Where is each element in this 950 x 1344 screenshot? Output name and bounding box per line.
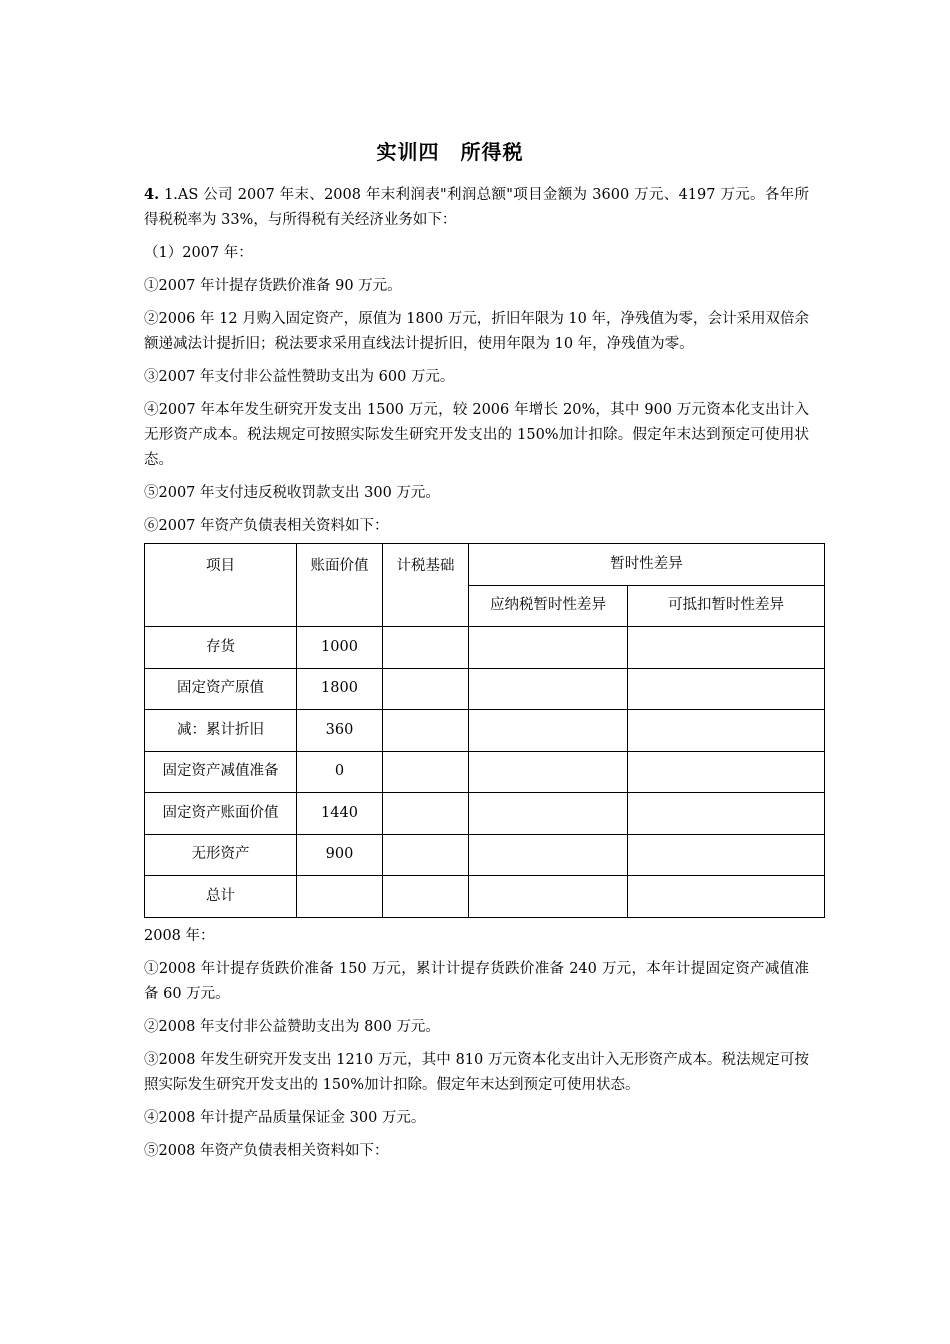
list-item: ⑤2007 年支付违反税收罚款支出 300 万元。 — [144, 485, 440, 501]
cell-taxable-diff — [469, 710, 628, 752]
header-item: 项目 — [145, 544, 297, 627]
intro-text: 1.AS 公司 2007 年末、2008 年末利润表"利润总额"项目金额为 3600 万元、4197 万元。各年所得税税率为 33%，与所得税有关经济业务如下： — [144, 187, 809, 228]
cell-tax-base — [383, 876, 469, 918]
cell-taxable-diff — [469, 834, 628, 876]
cell-deductible-diff — [628, 834, 825, 876]
list-item: ①2007 年计提存货跌价准备 90 万元。 — [144, 278, 402, 294]
table-row — [145, 668, 825, 710]
cell-item: 固定资产减值准备 — [145, 751, 297, 793]
cell-book-value: 1000 — [297, 627, 383, 669]
cell-tax-base — [383, 668, 469, 710]
cell-deductible-diff — [628, 668, 825, 710]
list-item: ③2008 年发生研究开发支出 1210 万元，其中 810 万元资本化支出计入无形资产成本。税法规定可按照实际发生研究开发支出的 150%加计扣除。假定年末达到预定可使用状态。 — [144, 1051, 809, 1093]
header-tax-base: 计税基础 — [383, 544, 469, 627]
cell-deductible-diff — [628, 627, 825, 669]
cell-taxable-diff — [469, 751, 628, 793]
question-number: 4. — [144, 186, 160, 203]
list-item: ⑥2007 年资产负债表相关资料如下： — [144, 518, 389, 534]
header-deductible-diff: 可抵扣暂时性差异 — [628, 585, 825, 627]
cell-item: 无形资产 — [145, 834, 297, 876]
cell-book-value: 0 — [297, 751, 383, 793]
balance-sheet-table — [144, 543, 825, 918]
table-row — [145, 751, 825, 793]
cell-tax-base — [383, 627, 469, 669]
document-body — [144, 182, 809, 1172]
page-title: 实训四 所得税 — [376, 140, 524, 164]
cell-book-value: 1440 — [297, 793, 383, 835]
header-taxable-diff: 应纳税暂时性差异 — [469, 585, 628, 627]
cell-item: 固定资产原值 — [145, 668, 297, 710]
cell-item: 总计 — [145, 876, 297, 918]
list-item: ②2008 年支付非公益赞助支出为 800 万元。 — [144, 1018, 440, 1035]
table-row — [145, 834, 825, 876]
header-book-value: 账面价值 — [297, 544, 383, 627]
list-item: ⑤2008 年资产负债表相关资料如下： — [144, 1142, 389, 1159]
cell-tax-base — [383, 751, 469, 793]
cell-item: 减：累计折旧 — [145, 710, 297, 752]
intro-paragraph — [144, 182, 809, 233]
cell-tax-base — [383, 793, 469, 835]
cell-book-value — [297, 876, 383, 918]
cell-tax-base — [383, 710, 469, 752]
cell-deductible-diff — [628, 876, 825, 918]
cell-deductible-diff — [628, 710, 825, 752]
header-temp-diff: 暂时性差异 — [469, 544, 825, 586]
cell-taxable-diff — [469, 627, 628, 669]
table-header-row — [145, 544, 825, 586]
cell-book-value: 360 — [297, 710, 383, 752]
list-item: ②2006 年 12 月购入固定资产，原值为 1800 万元，折旧年限为 10 年，净残值为零，会计采用双倍余额递减法计提折旧；税法要求采用直线法计提折旧，使用年限为 10 年，净残值为零。 — [144, 311, 809, 352]
list-item: ④2007 年本年发生研究开发支出 1500 万元，较 2006 年增长 20%，其中 900 万元资本化支出计入无形资产成本。税法规定可按照实际发生研究开发支出的 150%加计扣除。假定年末达到预定可使用状态。 — [144, 402, 809, 468]
cell-book-value: 900 — [297, 834, 383, 876]
list-item: ①2008 年计提存货跌价准备 150 万元，累计计提存货跌价准备 240 万元，本年计提固定资产减值准备 60 万元。 — [144, 960, 809, 1002]
cell-book-value: 1800 — [297, 668, 383, 710]
cell-taxable-diff — [469, 793, 628, 835]
table-row — [145, 710, 825, 752]
cell-taxable-diff — [469, 668, 628, 710]
list-item: ④2008 年计提产品质量保证金 300 万元。 — [144, 1109, 426, 1126]
cell-item: 固定资产账面价值 — [145, 793, 297, 835]
year-2008-heading: 2008 年： — [144, 927, 215, 944]
cell-item: 存货 — [145, 627, 297, 669]
cell-taxable-diff — [469, 876, 628, 918]
table-row — [145, 627, 825, 669]
list-item: ③2007 年支付非公益性赞助支出为 600 万元。 — [144, 369, 455, 385]
table-total-row — [145, 876, 825, 918]
year-2007-heading: （1）2007 年： — [144, 245, 253, 261]
table-row — [145, 793, 825, 835]
cell-deductible-diff — [628, 751, 825, 793]
cell-deductible-diff — [628, 793, 825, 835]
cell-tax-base — [383, 834, 469, 876]
